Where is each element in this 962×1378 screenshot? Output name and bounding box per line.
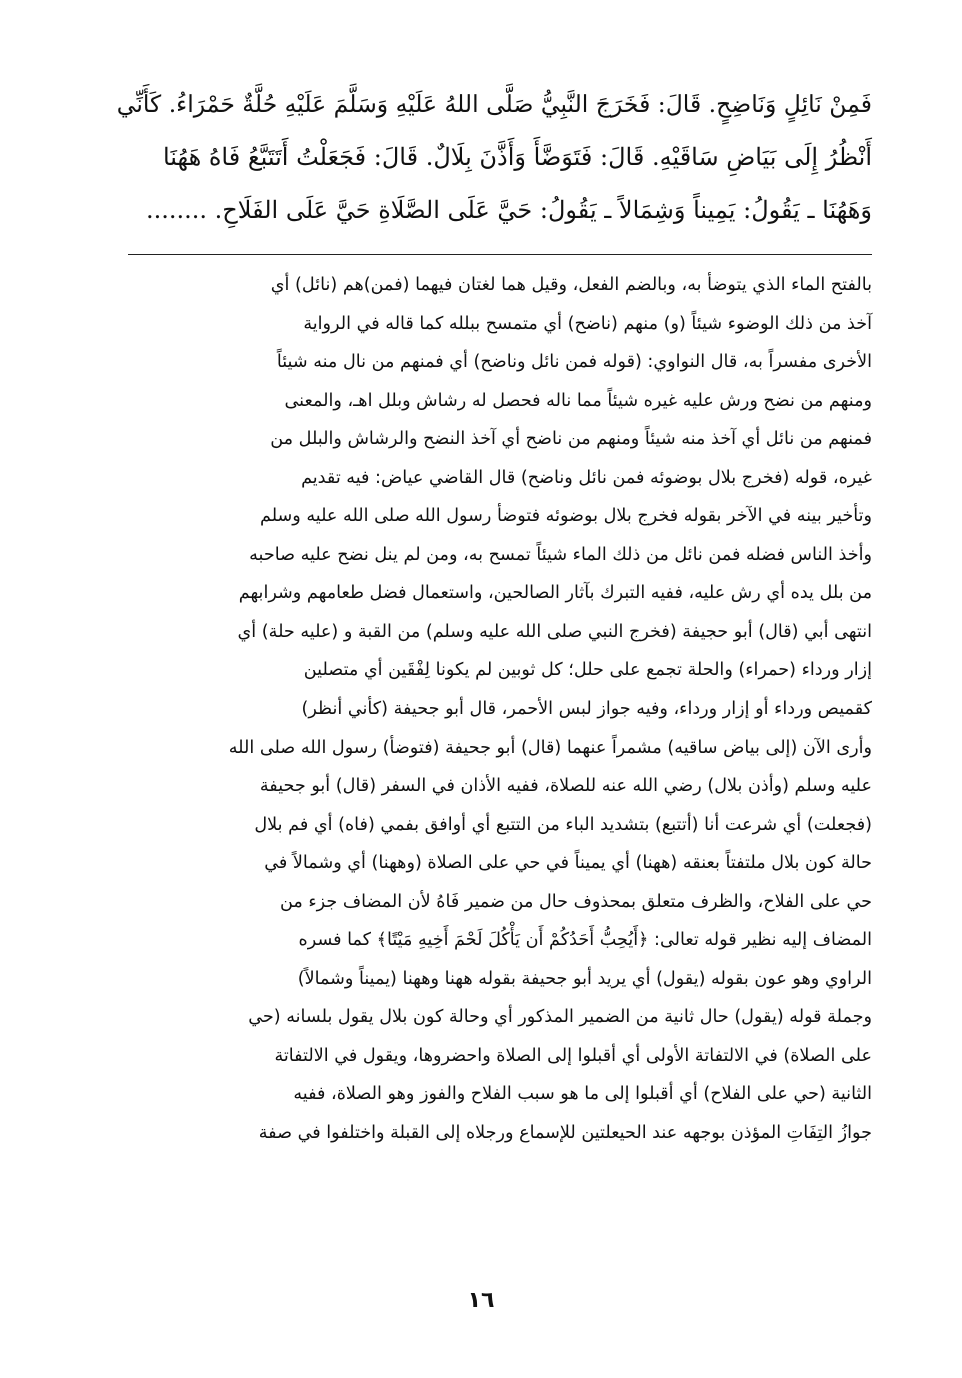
commentary-line: الراوي وهو عون بقوله (يقول) أي يريد أبو جحيفة بقوله ههنا وههنا (يميناً وشمالاً)	[297, 968, 872, 989]
page-number: ١٦	[467, 1288, 495, 1313]
commentary-line: وأرى الآن (إلى بياض ساقيه) مشمراً عنهما (قال) أبو جحيفة (فتوضأ) رسول الله صلى الله	[228, 737, 872, 758]
commentary-line: انتهى أبي (قال) أبو حجيفة (فخرج النبي صلى الله عليه وسلم) من القبة و (عليه حلة) أي	[237, 621, 872, 642]
commentary-line: حي على الفلاح، والظرف متعلق بمحذوف حال من ضمير فَاهُ لأن المضاف جزء من	[279, 891, 872, 912]
hadith-line: وَهَهُنَا ـ يَقُولُ: يَمِيناً وَشِمَالاً ـ يَقُولُ: حَيَّ عَلَى الصَّلَاةِ حَيَّ عَلَى الفَلَاحِ. ........	[145, 196, 872, 224]
commentary-line: كقميص ورداء أو إزار ورداء، وفيه جواز لبس الأحمر، قال أبو جحيفة (كأني أنظر)	[301, 699, 872, 720]
commentary-line: وجملة قوله (يقول) حال ثانية من الضمير المذكور أي وحالة كون بلال يقول بلسانه (حي	[248, 1007, 872, 1028]
hadith-line: أَنْظُرُ إِلَى بَيَاضِ سَاقَيْهِ. قَالَ: فَتَوَضَّأَ وَأَذَّنَ بِلَالٌ. قَالَ: فَجَعَلْتُ أَتَتَبَّعُ فَاهُ هَهُنَا	[162, 143, 872, 171]
commentary-line: ومنهم من نضح ورش عليه غيره شيئاً مما ناله فحصل له رشاش وبلل اهـ، والمعنى	[284, 390, 872, 411]
commentary-line: المضاف إليه نظير قوله تعالى: ﴿أَيُحِبُّ أَحَدُكُمْ أَن يَأْكُلَ لَحْمَ أَخِيهِ مَيْتًا﴾ كما فسره	[298, 930, 872, 951]
commentary-line: جوازُ التِفَاتِ المؤذن بوجهه عند الحيعلتين للإسماع ورجلاه إلى القبلة واختلفوا في صفة	[258, 1123, 872, 1144]
commentary-line: وأخذ الناس فضله فمن نائل من ذلك الماء شيئاً تمسح به، ومن لم ينل نضح عليه صاحبه	[249, 544, 872, 565]
commentary-line: الأخرى مفسراً به، قال النواوي: (قوله فمن نائل وناضح) أي فمنهم من نال منه شيئاً	[276, 352, 872, 373]
commentary-line: الثانية (حي على الفلاح) أي أقبلوا إلى ما هو سبب الفلاح والفوز وهو الصلاة، ففيه	[293, 1084, 872, 1105]
commentary-text	[100, 266, 872, 1153]
commentary-line: بالفتح الماء الذي يتوضأ به، وبالضم الفعل، وقيل هما لغتان فيهما (فمن)هم (نائل) أي	[270, 275, 872, 295]
commentary-line: على الصلاة) في الالتفاتة الأولى أي أقبلوا إلى الصلاة واحضروها، ويقول في الالتفاتة	[274, 1045, 872, 1066]
commentary-line: وتأخير بينه في الآخر بقوله فخرج بلال بوضوئه فتوضأ رسول الله صلى الله عليه وسلم	[260, 506, 872, 527]
commentary-line: غيره، قوله (فخرج بلال بوضوئه فمن نائل وناضح) قال القاضي عياض: فيه تقديم	[301, 467, 872, 488]
hadith-text	[112, 78, 872, 237]
commentary-line: (فجعلت) أي شرعت أنا (أتتبع) بتشديد الباء من التتبع أي أوافق بفمي (فاه) أي فم بلال	[254, 814, 872, 835]
commentary-line: إزار ورداء (حمراء) والحلة تجمع على حلل؛ كل ثوبين لم يكونا لِفْقَين أي متصلين	[303, 660, 872, 681]
commentary-line: حالة كون بلال ملتفتاً بعنقه (ههنا) أي يميناً في حي على الصلاة (وههنا) أي وشمالاً في	[264, 853, 872, 874]
commentary-line: من بلل يده أي رش عليه، ففيه التبرك بآثار الصالحين، واستعمال فضل طعامهم وشرابهم	[238, 583, 872, 604]
commentary-line: فمنهم من نائل أي آخذ منه شيئاً ومنهم من ناضح أي آخذ النضح والرشاش والبلل من	[270, 429, 872, 450]
section-divider	[128, 254, 872, 255]
hadith-line: فَمِنْ نَائِلٍ وَنَاضِحٍ. قَالَ: فَخَرَجَ النَّبِيُّ صَلَّى اللهُ عَلَيْهِ وَسَلَّمَ عَلَيْهِ حُلَّةٌ حَمْرَاءُ. كَأَنِّي	[116, 90, 872, 118]
commentary-line: آخذ من ذلك الوضوء شيئاً (و) منهم (ناضح) أي متمسح ببلله كما قاله في الرواية	[303, 313, 872, 334]
commentary-line: عليه وسلم (وأذن بلال) رضي الله عنه للصلاة، ففيه الأذان في السفر (قال) أبو جحيفة	[259, 776, 872, 797]
